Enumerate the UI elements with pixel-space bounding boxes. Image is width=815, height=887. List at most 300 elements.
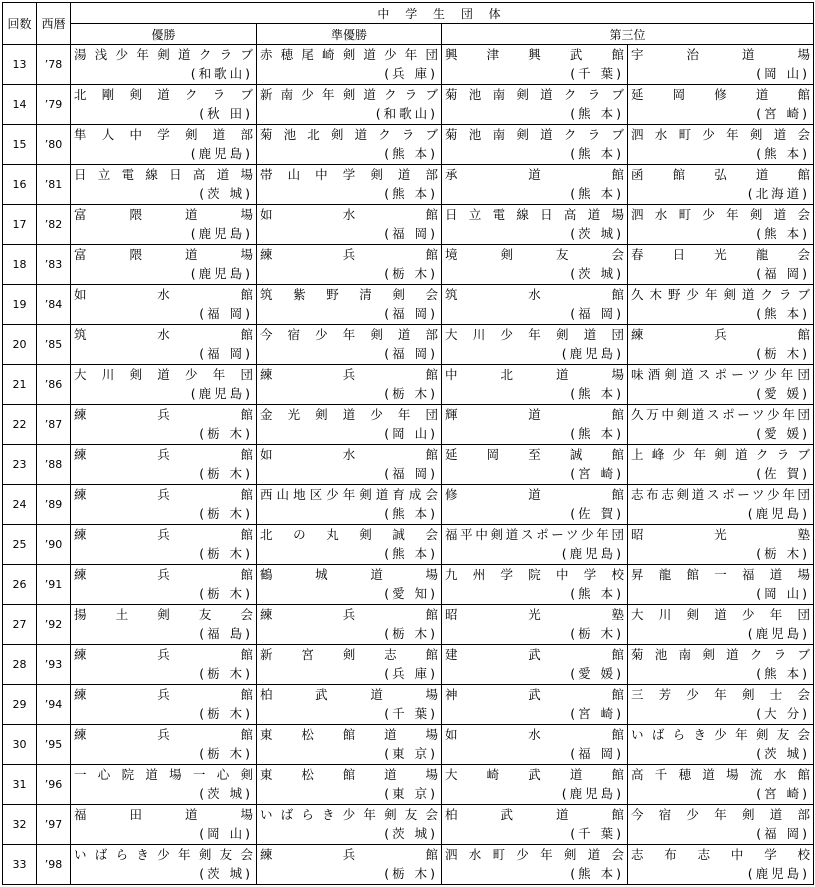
- third-place-cell: [442, 485, 628, 525]
- team-name: 修道館: [445, 487, 624, 502]
- prefecture: (千 葉): [570, 66, 624, 81]
- winner-cell: [71, 445, 257, 485]
- runner-up-cell: [257, 605, 442, 645]
- table-row: [3, 325, 814, 365]
- third-place-cell: [442, 85, 628, 125]
- prefecture: (栃 木): [384, 866, 438, 881]
- prefecture: (宮 崎): [570, 706, 624, 721]
- round-number: 28: [3, 645, 37, 685]
- winner-cell: [71, 45, 257, 85]
- third-place-cell: [628, 125, 814, 165]
- runner-up-cell: [257, 525, 442, 565]
- table-row: [3, 845, 814, 885]
- team-name: 如水館: [260, 447, 438, 462]
- winner-cell: [71, 685, 257, 725]
- prefecture: (茨 城): [756, 746, 811, 761]
- team-name: 西山地区少年剣道育成会: [260, 487, 438, 502]
- table-row: [3, 525, 814, 565]
- team-name: 菊池南剣道クラブ: [445, 87, 624, 102]
- team-name: 高千穂道場流水館: [631, 767, 811, 782]
- team-name: 延岡修道館: [631, 87, 811, 102]
- team-name: 大川剣道少年団: [631, 607, 811, 622]
- year-header: 西暦: [37, 3, 71, 45]
- prefecture: (福 岡): [756, 826, 811, 841]
- runner-up-cell: [257, 245, 442, 285]
- prefecture: (栃 木): [199, 546, 253, 561]
- team-name: 昇龍館一福道場: [631, 567, 811, 582]
- team-name: 練兵館: [74, 447, 253, 462]
- prefecture: (熊 本): [756, 146, 811, 161]
- round-number: 13: [3, 45, 37, 85]
- runner-up-cell: [257, 805, 442, 845]
- prefecture: (熊 本): [384, 186, 438, 201]
- winner-header: 優勝: [71, 24, 257, 45]
- third-place-cell: [442, 765, 628, 805]
- prefecture: (愛 媛): [756, 426, 811, 441]
- table-row: [3, 285, 814, 325]
- year-value: ’82: [37, 205, 71, 245]
- third-place-cell: [442, 165, 628, 205]
- table-row: [3, 645, 814, 685]
- team-name: いばらき少年剣友会: [260, 807, 438, 822]
- team-name: 練兵館: [260, 607, 438, 622]
- prefecture: (福 島): [199, 626, 253, 641]
- team-name: 輝道館: [445, 407, 624, 422]
- winner-cell: [71, 325, 257, 365]
- winner-cell: [71, 725, 257, 765]
- prefecture: (熊 本): [570, 386, 624, 401]
- team-name: 興津興武館: [445, 47, 624, 62]
- prefecture: (鹿児島): [747, 626, 811, 641]
- third-place-cell: [442, 445, 628, 485]
- team-name: 練兵館: [74, 527, 253, 542]
- prefecture: (宮 崎): [756, 786, 811, 801]
- prefecture: (福 岡): [199, 346, 253, 361]
- team-name: 一心院道場一心剣: [74, 767, 253, 782]
- team-name: 菊池南剣道クラブ: [445, 127, 624, 142]
- round-number: 20: [3, 325, 37, 365]
- team-name: 練兵館: [74, 567, 253, 582]
- prefecture: (栃 木): [199, 706, 253, 721]
- prefecture: (熊 本): [570, 586, 624, 601]
- team-name: 昭光塾: [445, 607, 624, 622]
- runner-up-cell: [257, 365, 442, 405]
- team-name: 如水館: [74, 287, 253, 302]
- team-name: 志布志剣道スポーツ少年団: [631, 487, 811, 502]
- third-place-cell: [442, 605, 628, 645]
- third-place-cell: [442, 565, 628, 605]
- year-value: ’80: [37, 125, 71, 165]
- category-header: 中 学 生 団 体: [71, 3, 814, 24]
- runner-up-cell: [257, 765, 442, 805]
- winner-cell: [71, 765, 257, 805]
- team-name: 泗水町少年剣道会: [445, 847, 624, 862]
- round-number: 30: [3, 725, 37, 765]
- team-name: 柏武道館: [445, 807, 624, 822]
- team-name: 延岡至誠館: [445, 447, 624, 462]
- prefecture: (東 京): [384, 746, 438, 761]
- team-name: いばらき少年剣友会: [74, 847, 253, 862]
- round-number: 18: [3, 245, 37, 285]
- third-place-cell: [442, 845, 628, 885]
- prefecture: (鹿児島): [561, 786, 624, 801]
- third-place-cell: [442, 325, 628, 365]
- prefecture: (茨 城): [570, 226, 624, 241]
- team-name: 北の丸剣誠会: [260, 527, 438, 542]
- team-name: 如水館: [445, 727, 624, 742]
- round-number: 15: [3, 125, 37, 165]
- team-name: 鶴城道場: [260, 567, 438, 582]
- team-name: 練兵館: [74, 727, 253, 742]
- prefecture: (鹿児島): [747, 506, 811, 521]
- runner-up-header: 準優勝: [257, 24, 442, 45]
- runner-up-cell: [257, 645, 442, 685]
- team-name: 新南少年剣道クラブ: [260, 87, 438, 102]
- prefecture: (兵 庫): [384, 666, 438, 681]
- round-number: 26: [3, 565, 37, 605]
- prefecture: (東 京): [384, 786, 438, 801]
- prefecture: (鹿児島): [190, 386, 253, 401]
- round-number: 25: [3, 525, 37, 565]
- third-place-cell: [628, 525, 814, 565]
- round-number: 24: [3, 485, 37, 525]
- prefecture: (栃 木): [570, 626, 624, 641]
- team-name: 北剛剣道クラブ: [74, 87, 253, 102]
- team-name: 大崎武道館: [445, 767, 624, 782]
- prefecture: (栃 木): [199, 506, 253, 521]
- team-name: 練兵館: [74, 407, 253, 422]
- prefecture: (栃 木): [199, 426, 253, 441]
- table-row: [3, 405, 814, 445]
- team-name: 練兵館: [260, 367, 438, 382]
- year-value: ’86: [37, 365, 71, 405]
- team-name: 練兵館: [260, 247, 438, 262]
- year-value: ’78: [37, 45, 71, 85]
- third-place-cell: [442, 365, 628, 405]
- third-place-cell: [628, 765, 814, 805]
- third-place-cell: [442, 205, 628, 245]
- prefecture: (熊 本): [756, 666, 811, 681]
- third-place-cell: [442, 525, 628, 565]
- third-place-cell: [628, 85, 814, 125]
- third-place-cell: [628, 205, 814, 245]
- prefecture: (栃 木): [199, 466, 253, 481]
- year-value: ’87: [37, 405, 71, 445]
- prefecture: (鹿児島): [190, 226, 253, 241]
- team-name: 函館弘道館: [631, 167, 811, 182]
- round-number: 31: [3, 765, 37, 805]
- team-name: 泗水町少年剣道会: [631, 207, 811, 222]
- year-value: ’90: [37, 525, 71, 565]
- team-name: 春日光龍会: [631, 247, 811, 262]
- team-name: 上峰少年剣道クラブ: [631, 447, 811, 462]
- team-name: 練兵館: [260, 847, 438, 862]
- winner-cell: [71, 245, 257, 285]
- table-row: [3, 45, 814, 85]
- team-name: 富隈道場: [74, 207, 253, 222]
- round-number: 33: [3, 845, 37, 885]
- third-place-cell: [628, 805, 814, 845]
- round-number: 14: [3, 85, 37, 125]
- table-row: [3, 125, 814, 165]
- table-row: [3, 685, 814, 725]
- table-row: [3, 365, 814, 405]
- prefecture: (栃 木): [199, 586, 253, 601]
- team-name: 新宮剣志館: [260, 647, 438, 662]
- results-body: [3, 45, 814, 885]
- third-place-cell: [628, 485, 814, 525]
- runner-up-cell: [257, 285, 442, 325]
- team-name: 志布志中学校: [631, 847, 811, 862]
- year-value: ’84: [37, 285, 71, 325]
- winner-cell: [71, 645, 257, 685]
- prefecture: (千 葉): [384, 706, 438, 721]
- prefecture: (和歌山): [190, 66, 253, 81]
- prefecture: (茨 城): [199, 186, 253, 201]
- table-row: [3, 485, 814, 525]
- third-place-cell: [442, 645, 628, 685]
- team-name: いばらき少年剣友会: [631, 727, 811, 742]
- team-name: 筑水館: [74, 327, 253, 342]
- prefecture: (茨 城): [570, 266, 624, 281]
- runner-up-cell: [257, 485, 442, 525]
- round-number: 22: [3, 405, 37, 445]
- runner-up-cell: [257, 685, 442, 725]
- prefecture: (佐 賀): [756, 466, 811, 481]
- team-name: 今宿少年剣道部: [260, 327, 438, 342]
- third-place-cell: [442, 45, 628, 85]
- prefecture: (福 岡): [384, 226, 438, 241]
- table-row: [3, 445, 814, 485]
- prefecture: (和歌山): [375, 106, 438, 121]
- prefecture: (愛 媛): [756, 386, 811, 401]
- prefecture: (栃 木): [384, 386, 438, 401]
- prefecture: (佐 賀): [570, 506, 624, 521]
- prefecture: (千 葉): [570, 826, 624, 841]
- prefecture: (栃 木): [199, 746, 253, 761]
- team-name: 金光剣道少年団: [260, 407, 438, 422]
- prefecture: (熊 本): [384, 506, 438, 521]
- winner-cell: [71, 845, 257, 885]
- prefecture: (鹿児島): [561, 346, 624, 361]
- prefecture: (栃 木): [384, 626, 438, 641]
- winner-cell: [71, 285, 257, 325]
- team-name: 東松館道場: [260, 727, 438, 742]
- team-name: 練兵館: [74, 687, 253, 702]
- team-name: 福平中剣道スポーツ少年団: [445, 527, 624, 542]
- prefecture: (北海道): [747, 186, 811, 201]
- team-name: 宇治道場: [631, 47, 811, 62]
- prefecture: (福 岡): [756, 266, 811, 281]
- team-name: 練兵館: [74, 487, 253, 502]
- team-name: 筑水館: [445, 287, 624, 302]
- third-place-cell: [442, 805, 628, 845]
- team-name: 東松館道場: [260, 767, 438, 782]
- year-value: ’94: [37, 685, 71, 725]
- year-value: ’93: [37, 645, 71, 685]
- team-name: 揚土剣友会: [74, 607, 253, 622]
- winner-cell: [71, 365, 257, 405]
- team-name: 帯山中学剣道部: [260, 167, 438, 182]
- team-name: 富隈道場: [74, 247, 253, 262]
- year-value: ’85: [37, 325, 71, 365]
- team-name: 建武館: [445, 647, 624, 662]
- team-name: 赤穂尾崎剣道少年団: [260, 47, 438, 62]
- year-value: ’91: [37, 565, 71, 605]
- third-place-cell: [442, 285, 628, 325]
- year-value: ’81: [37, 165, 71, 205]
- table-row: [3, 205, 814, 245]
- team-name: 日立電線日高道場: [74, 167, 253, 182]
- prefecture: (熊 本): [570, 866, 624, 881]
- year-value: ’88: [37, 445, 71, 485]
- runner-up-cell: [257, 845, 442, 885]
- team-name: 如水館: [260, 207, 438, 222]
- prefecture: (岡 山): [756, 586, 811, 601]
- third-place-cell: [628, 645, 814, 685]
- third-place-cell: [442, 685, 628, 725]
- runner-up-cell: [257, 325, 442, 365]
- third-place-cell: [628, 165, 814, 205]
- team-name: 泗水町少年剣道会: [631, 127, 811, 142]
- team-name: 福田道場: [74, 807, 253, 822]
- prefecture: (熊 本): [384, 546, 438, 561]
- runner-up-cell: [257, 405, 442, 445]
- runner-up-cell: [257, 45, 442, 85]
- team-name: 菊池北剣道クラブ: [260, 127, 438, 142]
- team-name: 今宿少年剣道部: [631, 807, 811, 822]
- prefecture: (栃 木): [199, 666, 253, 681]
- prefecture: (大 分): [756, 706, 811, 721]
- runner-up-cell: [257, 445, 442, 485]
- winner-cell: [71, 165, 257, 205]
- winner-cell: [71, 205, 257, 245]
- table-row: [3, 85, 814, 125]
- prefecture: (茨 城): [384, 826, 438, 841]
- third-place-cell: [628, 725, 814, 765]
- round-number: 16: [3, 165, 37, 205]
- third-place-cell: [628, 405, 814, 445]
- prefecture: (熊 本): [570, 146, 624, 161]
- third-place-cell: [628, 45, 814, 85]
- prefecture: (茨 城): [199, 786, 253, 801]
- prefecture: (福 岡): [570, 746, 624, 761]
- runner-up-cell: [257, 725, 442, 765]
- prefecture: (福 岡): [384, 466, 438, 481]
- team-name: 中北道場: [445, 367, 624, 382]
- team-name: 筑紫野清剣会: [260, 287, 438, 302]
- prefecture: (栃 木): [756, 346, 811, 361]
- winner-cell: [71, 485, 257, 525]
- prefecture: (岡 山): [384, 426, 438, 441]
- team-name: 三芳少年剣士会: [631, 687, 811, 702]
- third-place-header: 第三位: [442, 24, 814, 45]
- year-value: ’92: [37, 605, 71, 645]
- prefecture: (熊 本): [570, 426, 624, 441]
- table-row: [3, 725, 814, 765]
- prefecture: (福 岡): [384, 306, 438, 321]
- team-name: 久万中剣道スポーツ少年団: [631, 407, 811, 422]
- prefecture: (熊 本): [570, 186, 624, 201]
- winner-cell: [71, 565, 257, 605]
- third-place-cell: [442, 405, 628, 445]
- team-name: 菊池南剣道クラブ: [631, 647, 811, 662]
- round-number: 19: [3, 285, 37, 325]
- third-place-cell: [442, 725, 628, 765]
- team-name: 湯浅少年剣道クラブ: [74, 47, 253, 62]
- team-name: 柏武道場: [260, 687, 438, 702]
- prefecture: (鹿児島): [747, 866, 811, 881]
- prefecture: (岡 山): [199, 826, 253, 841]
- winner-cell: [71, 525, 257, 565]
- table-row: [3, 805, 814, 845]
- team-name: 大川剣道少年団: [74, 367, 253, 382]
- winner-cell: [71, 85, 257, 125]
- team-name: 練兵館: [631, 327, 811, 342]
- runner-up-cell: [257, 165, 442, 205]
- third-place-cell: [442, 125, 628, 165]
- prefecture: (岡 山): [756, 66, 811, 81]
- prefecture: (愛 媛): [570, 666, 624, 681]
- round-number: 32: [3, 805, 37, 845]
- prefecture: (熊 本): [756, 306, 811, 321]
- table-row: [3, 245, 814, 285]
- prefecture: (熊 本): [570, 106, 624, 121]
- results-table: [2, 2, 814, 885]
- third-place-cell: [628, 445, 814, 485]
- prefecture: (福 岡): [384, 346, 438, 361]
- runner-up-cell: [257, 205, 442, 245]
- team-name: 昭光塾: [631, 527, 811, 542]
- results-sheet: [2, 2, 813, 885]
- team-name: 隼人中学剣道部: [74, 127, 253, 142]
- third-place-cell: [628, 565, 814, 605]
- winner-cell: [71, 605, 257, 645]
- prefecture: (熊 本): [756, 226, 811, 241]
- table-row: [3, 605, 814, 645]
- round-number: 17: [3, 205, 37, 245]
- prefecture: (茨 城): [199, 866, 253, 881]
- prefecture: (兵 庫): [384, 66, 438, 81]
- team-name: 九州学院中学校: [445, 567, 624, 582]
- round-number: 21: [3, 365, 37, 405]
- prefecture: (宮 崎): [756, 106, 811, 121]
- runner-up-cell: [257, 85, 442, 125]
- year-value: ’79: [37, 85, 71, 125]
- prefecture: (栃 木): [384, 266, 438, 281]
- winner-cell: [71, 125, 257, 165]
- table-row: [3, 565, 814, 605]
- team-name: 境剣友会: [445, 247, 624, 262]
- winner-cell: [71, 405, 257, 445]
- third-place-cell: [628, 605, 814, 645]
- team-name: 承道館: [445, 167, 624, 182]
- year-value: ’97: [37, 805, 71, 845]
- third-place-cell: [628, 285, 814, 325]
- prefecture: (鹿児島): [190, 266, 253, 281]
- prefecture: (愛 知): [384, 586, 438, 601]
- third-place-cell: [628, 325, 814, 365]
- prefecture: (鹿児島): [190, 146, 253, 161]
- year-value: ’96: [37, 765, 71, 805]
- team-name: 久木野少年剣道クラブ: [631, 287, 811, 302]
- team-name: 大川少年剣道団: [445, 327, 624, 342]
- runner-up-cell: [257, 125, 442, 165]
- third-place-cell: [628, 685, 814, 725]
- round-number: 29: [3, 685, 37, 725]
- prefecture: (宮 崎): [570, 466, 624, 481]
- table-row: [3, 765, 814, 805]
